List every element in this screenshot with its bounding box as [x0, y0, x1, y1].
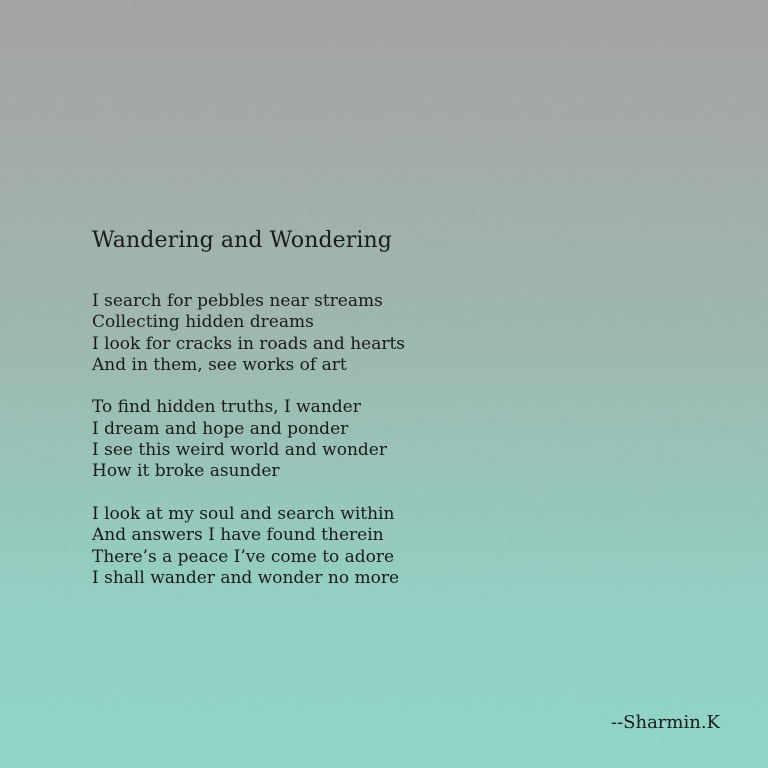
- stanza-2: [92, 397, 405, 482]
- poem-line: I see this weird world and wonder: [92, 440, 387, 461]
- poem-line: And answers I have found therein: [92, 525, 384, 546]
- poem-body: [92, 291, 405, 610]
- poem-line: To find hidden truths, I wander: [92, 397, 361, 418]
- poem-line: Collecting hidden dreams: [92, 312, 314, 333]
- poem-line: I look at my soul and search within: [92, 503, 395, 524]
- poem-line: And in them, see works of art: [92, 354, 347, 375]
- poem-line: How it broke asunder: [92, 461, 280, 482]
- poem-line: I dream and hope and ponder: [92, 418, 349, 439]
- stanza-3: [92, 504, 405, 589]
- poem-title: Wandering and Wondering: [92, 228, 392, 253]
- stanza-1: [92, 291, 405, 376]
- poem-line: I search for pebbles near streams: [92, 291, 383, 311]
- poem-line: I shall wander and wonder no more: [92, 567, 400, 588]
- author-signature: --Sharmin.K: [610, 712, 720, 733]
- poem-line: I look for cracks in roads and hearts: [92, 333, 406, 354]
- poem-line: There’s a peace I’ve come to adore: [92, 546, 395, 567]
